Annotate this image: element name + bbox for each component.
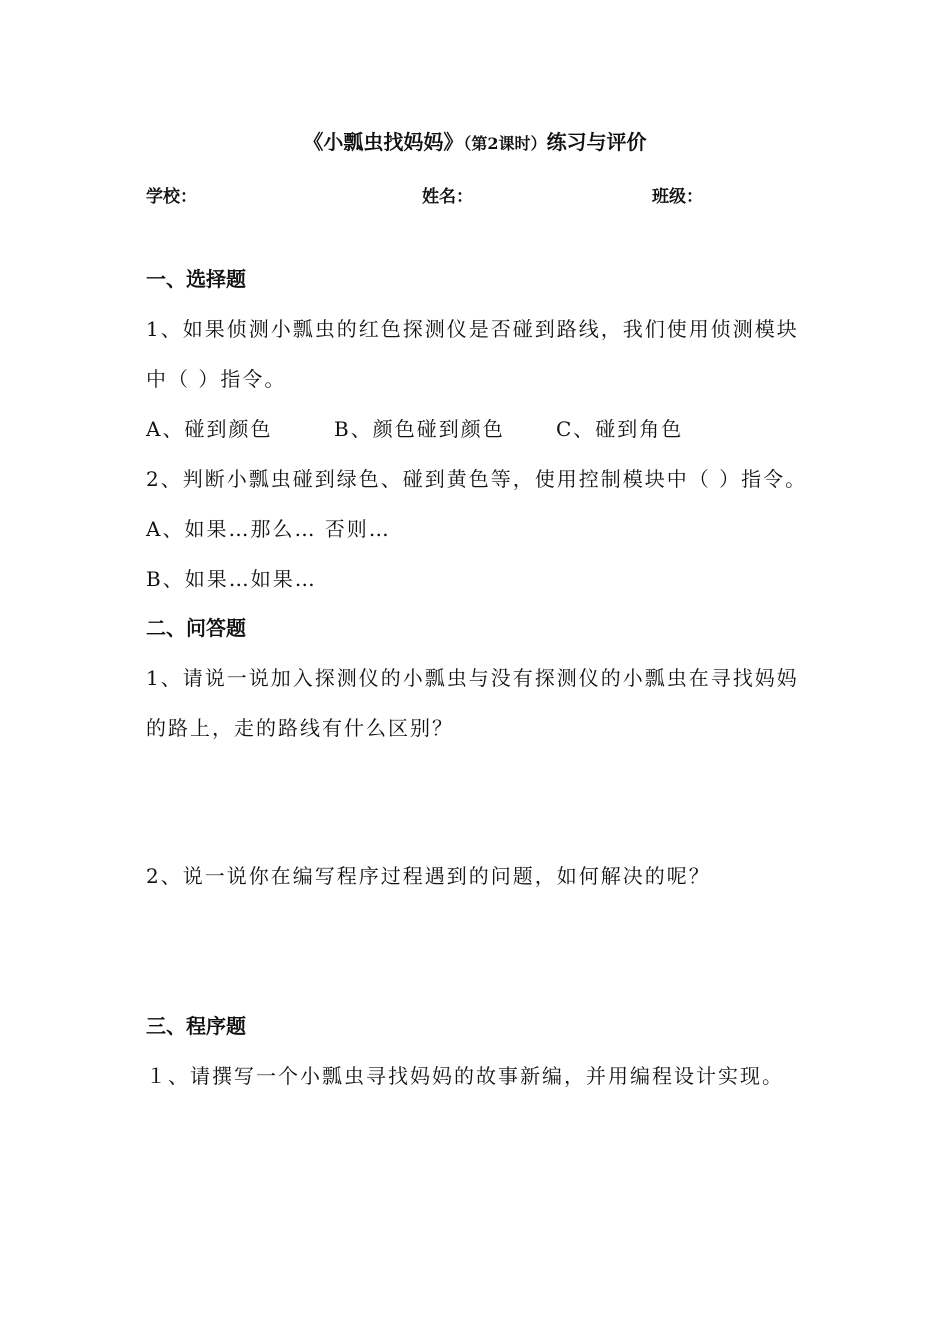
choice-q1-line1: 1、如果侦测小瓢虫的红色探测仪是否碰到路线，我们使用侦测模块	[146, 317, 799, 341]
choice-q1-option-a: A、碰到颜色	[146, 417, 273, 441]
section-qa-heading: 二、问答题	[146, 616, 246, 640]
qa-q1-line2: 的路上，走的路线有什么区别？	[146, 716, 454, 740]
choice-q2-option-b: B、如果…如果…	[146, 567, 317, 591]
qa-q2-line1: 2、说一说你在编写程序过程遇到的问题，如何解决的呢？	[146, 864, 711, 888]
section-choice-heading: 一、选择题	[146, 267, 246, 291]
choice-q1-option-c: C、碰到角色	[556, 417, 684, 441]
section-program-heading: 三、程序题	[146, 1014, 246, 1038]
page-title	[0, 126, 950, 155]
class-label: 班级：	[652, 187, 703, 207]
choice-q2-option-a: A、如果…那么… 否则…	[146, 517, 391, 541]
qa-q1-line1: 1、请说一说加入探测仪的小瓢虫与没有探测仪的小瓢虫在寻找妈妈	[146, 666, 799, 690]
school-label: 学校：	[146, 187, 197, 207]
choice-q1-option-b: B、颜色碰到颜色	[334, 417, 505, 441]
name-label: 姓名：	[422, 187, 473, 207]
choice-q1-line2: 中（ ）指令。	[146, 367, 287, 391]
choice-q2-line1: 2、判断小瓢虫碰到绿色、碰到黄色等，使用控制模块中（ ）指令。	[146, 467, 808, 491]
title-main-open: 《小瓢虫找妈妈》	[303, 130, 464, 154]
title-main-close: 练习与评价	[546, 130, 647, 154]
program-q1-line1: １、请撰写一个小瓢虫寻找妈妈的故事新编，并用编程设计实现。	[146, 1064, 784, 1088]
title-lesson: （第2课时）	[463, 134, 547, 153]
